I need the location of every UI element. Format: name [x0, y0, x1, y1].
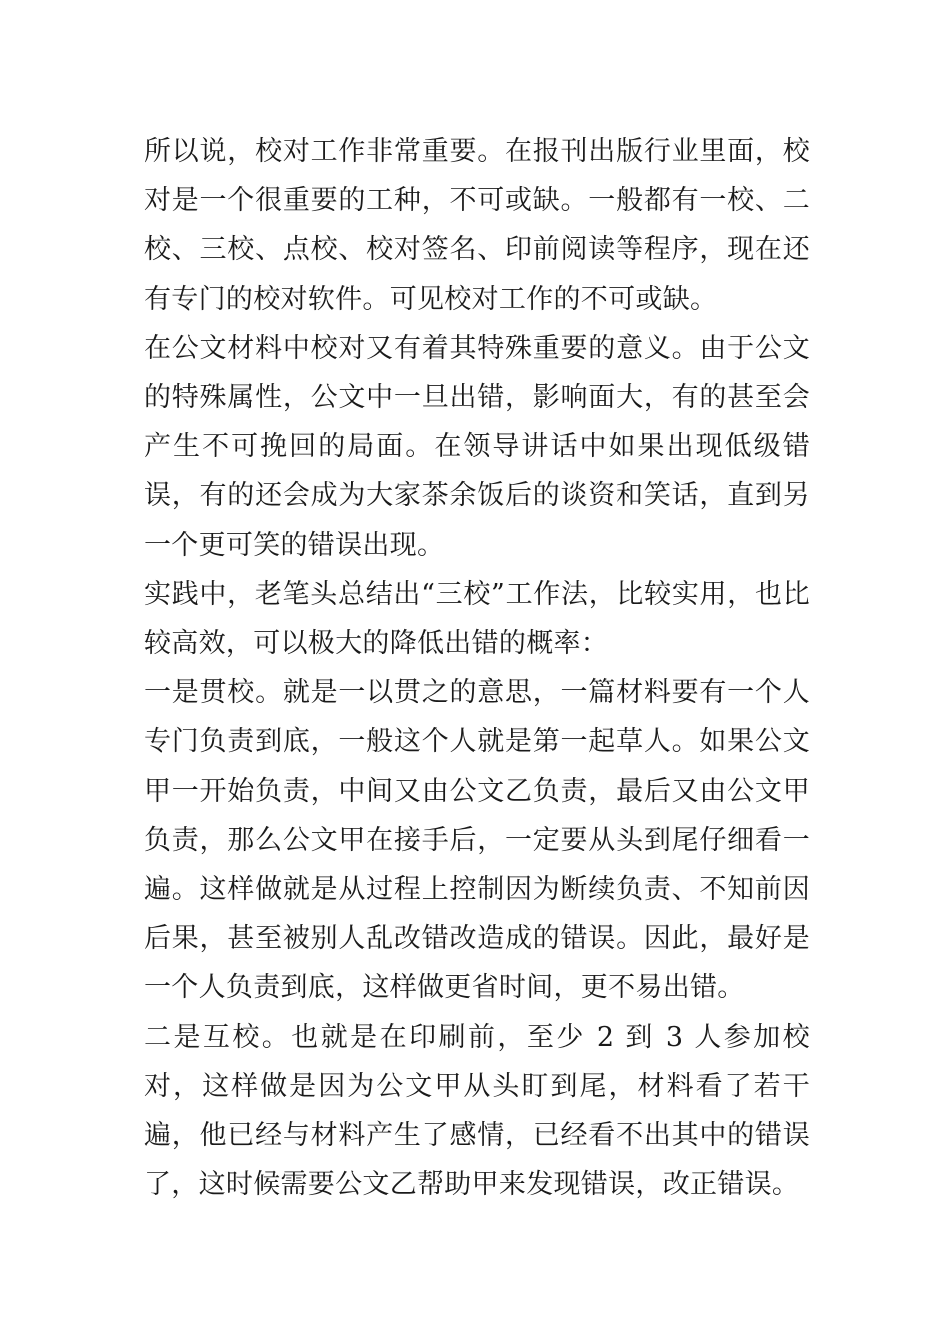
paragraph-proofreading-importance: 所以说，校对工作非常重要。在报刊出版行业里面，校对是一个很重要的工种，不可或缺。一般都有一校、二校、三校、点校、校对签名、印前阅读等程序，现在还有专门的校对软件。可见校对工作的不可或缺。 — [144, 136, 810, 315]
document-body — [144, 127, 810, 1209]
paragraph-mutual-proofreading: 二是互校。也就是在印刷前，至少 2 到 3 人参加校对，这样做是因为公文甲从头盯到尾，材料看了若干遍，他已经与材料产生了感情，已经看不出其中的错误了，这时候需要公文乙帮助甲来发现错误，改正错误。 — [144, 1021, 810, 1201]
paragraph-three-proofreading-method: 实践中，老笔头总结出“三校”工作法，比较实用，也比较高效，可以极大的降低出错的概率： — [144, 578, 810, 660]
paragraph-official-document-significance: 在公文材料中校对又有着其特殊重要的意义。由于公文的特殊属性，公文中一旦出错，影响面大，有的甚至会产生不可挽回的局面。在领导讲话中如果出现低级错误，有的还会成为大家茶余饭后的谈资和笑话，直到另一个更可笑的错误出现。 — [144, 332, 810, 561]
paragraph-continuous-proofreading: 一是贯校。就是一以贯之的意思，一篇材料要有一个人专门负责到底，一般这个人就是第一起草人。如果公文甲一开始负责，中间又由公文乙负责，最后又由公文甲负责，那么公文甲在接手后，一定要从头到尾仔细看一遍。这样做就是从过程上控制因为断续负责、不知前因后果，甚至被别人乱改错改造成的错误。因此，最好是一个人负责到底，这样做更省时间，更不易出错。 — [144, 677, 810, 1004]
